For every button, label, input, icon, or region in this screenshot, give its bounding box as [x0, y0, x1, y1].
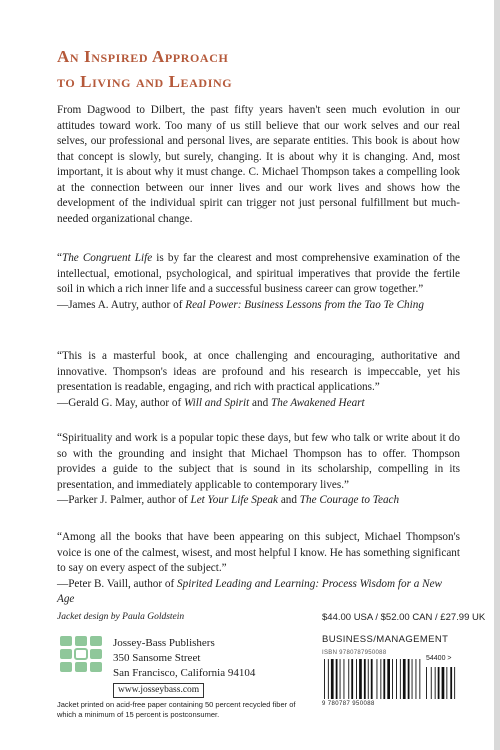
- barcode-bar: [416, 659, 417, 699]
- barcode-bar: [400, 659, 401, 699]
- jacket-credit: Jacket design by Paula Goldstein: [57, 612, 185, 622]
- publisher-address: [113, 636, 255, 681]
- attribution-book: Spirited Leading and Learning: Process Wisdom for a New Age: [57, 577, 443, 605]
- barcode: [322, 650, 462, 708]
- barcode-bar: [431, 667, 432, 699]
- acid-free-note: Jacket printed on acid-free paper containing 50 percent recycled fiber of which a minimum of 15 percent is postconsumer.: [57, 700, 296, 719]
- quote-attribution: [57, 298, 460, 314]
- barcode-bar: [426, 667, 427, 699]
- attribution-and: and: [249, 396, 271, 409]
- headline-line-2: to Living and Leading: [57, 72, 233, 91]
- quote-attribution: [57, 577, 460, 608]
- publisher-website: www.josseybass.com: [113, 683, 204, 698]
- headline: [57, 44, 457, 94]
- barcode-bar: [336, 659, 338, 699]
- barcode-bar: [371, 659, 373, 699]
- category-label: BUSINESS/MANAGEMENT: [322, 634, 449, 645]
- attribution-author: —Parker J. Palmer, author of: [57, 494, 191, 506]
- barcode-bar: [442, 667, 445, 699]
- price-code: 54400 >: [426, 655, 452, 662]
- barcode-bar: [364, 659, 366, 699]
- publisher-city: San Francisco, California 94104: [113, 667, 256, 679]
- attribution-book: Will and Spirit: [183, 396, 250, 409]
- quote-text: [57, 251, 460, 298]
- endorsement-vaill: [57, 530, 460, 608]
- barcode-bar: [368, 659, 369, 699]
- barcode-bar: [331, 659, 334, 699]
- barcode-bar: [446, 667, 447, 699]
- quote-attribution: [57, 396, 460, 412]
- barcode-bar: [396, 659, 397, 699]
- publisher-name: Jossey-Bass Publishers: [113, 637, 215, 649]
- quote-attribution: [57, 493, 460, 509]
- quote-text: “Spirituality and work is a popular topic these days, but few who talk or write about it do so with the grounding and insight that Michael Thompson has to offer. Thompson provides a guide to the subject that is sound in its scholarship, compelling in its presentation, and immediately applicable to contemporary lives.”: [57, 432, 460, 491]
- quote-text: “This is a masterful book, at once challenging and encouraging, authoritative and innovative. Thompson's ideas are profound and his research is impeccable, yet his presentation is readable, engaging, and rich with practical applications.”: [57, 350, 460, 393]
- barcode-bar: [351, 659, 353, 699]
- barcode-bar: [340, 659, 341, 699]
- barcode-bar: [438, 667, 440, 699]
- barcode-bar: [348, 659, 349, 699]
- price-line: $44.00 USA / $52.00 CAN / £27.99 UK: [322, 612, 486, 623]
- barcode-bar: [359, 659, 362, 699]
- barcode-bar: [419, 659, 420, 699]
- attribution-author: —Gerald G. May, author of: [57, 396, 184, 409]
- attribution-book: The Awakened Heart: [271, 396, 365, 409]
- quote-book-title: The Congruent Life: [61, 252, 153, 264]
- publisher-logo-icon: [58, 634, 104, 674]
- barcode-bar: [454, 667, 455, 699]
- barcode-bar: [377, 659, 378, 699]
- barcode-bar: [328, 659, 329, 699]
- attribution-author: —Peter B. Vaill, author of: [57, 577, 178, 590]
- barcode-bars-icon: [322, 659, 462, 701]
- barcode-bar: [435, 667, 436, 699]
- open-quote: “: [57, 252, 62, 264]
- attribution-and: and: [278, 494, 300, 506]
- intro-paragraph: From Dagwood to Dilbert, the past fifty years haven't seen much evolution in our attitudes toward work. Too many of us still believe that our work selves and our real selves, our professional and personal lives, are separate entities. This book is about how that concept is slowly, but surely, changing. It is about why it is changing. And, most important, it is about why it must change. C. Michael Thompson takes a compelling look at the connection between our inner lives and our work lives and shows how the development of the individual spirit can trigger not just personal fulfillment but much-needed organizational change.: [57, 104, 460, 225]
- barcode-bar: [387, 659, 390, 699]
- attribution-book: Real Power: Business Lessons from the Tao Te Ching: [185, 298, 424, 311]
- endorsement-palmer: [57, 431, 460, 509]
- headline-line-1: An Inspired Approach: [57, 47, 229, 66]
- quote-text: “Among all the books that have been appearing on this subject, Michael Thompson's voice is one of the calmest, wisest, and most helpful I know. He has something significant to say on every aspect of the subject.”: [57, 531, 460, 574]
- barcode-bar: [383, 659, 385, 699]
- barcode-bar: [412, 659, 413, 699]
- attribution-book: The Courage to Teach: [299, 494, 400, 506]
- barcode-bar: [344, 659, 345, 699]
- barcode-bar: [324, 659, 325, 699]
- isbn-label: ISBN 9780787950088: [322, 650, 387, 656]
- barcode-bar: [380, 659, 381, 699]
- page-edge: [494, 0, 500, 750]
- barcode-bar: [356, 659, 357, 699]
- publisher-street: 350 Sansome Street: [113, 652, 201, 664]
- barcode-bar: [450, 667, 452, 699]
- quote-body: is by far the clearest and most comprehensive examination of the intellectual, emotional, psychological, and spiritual imperatives that provide the fertile soil in which a rich inner life and a successful business career can grow together.”: [57, 252, 461, 295]
- barcode-bar: [392, 659, 393, 699]
- endorsement-autry: [57, 251, 460, 313]
- attribution-author: —James A. Autry, author of: [57, 298, 186, 311]
- attribution-book: Let Your Life Speak: [190, 494, 279, 506]
- barcode-digits: 9 780787 950088: [322, 701, 375, 707]
- barcode-bar: [408, 659, 410, 699]
- endorsement-may: [57, 349, 460, 411]
- barcode-bar: [403, 659, 406, 699]
